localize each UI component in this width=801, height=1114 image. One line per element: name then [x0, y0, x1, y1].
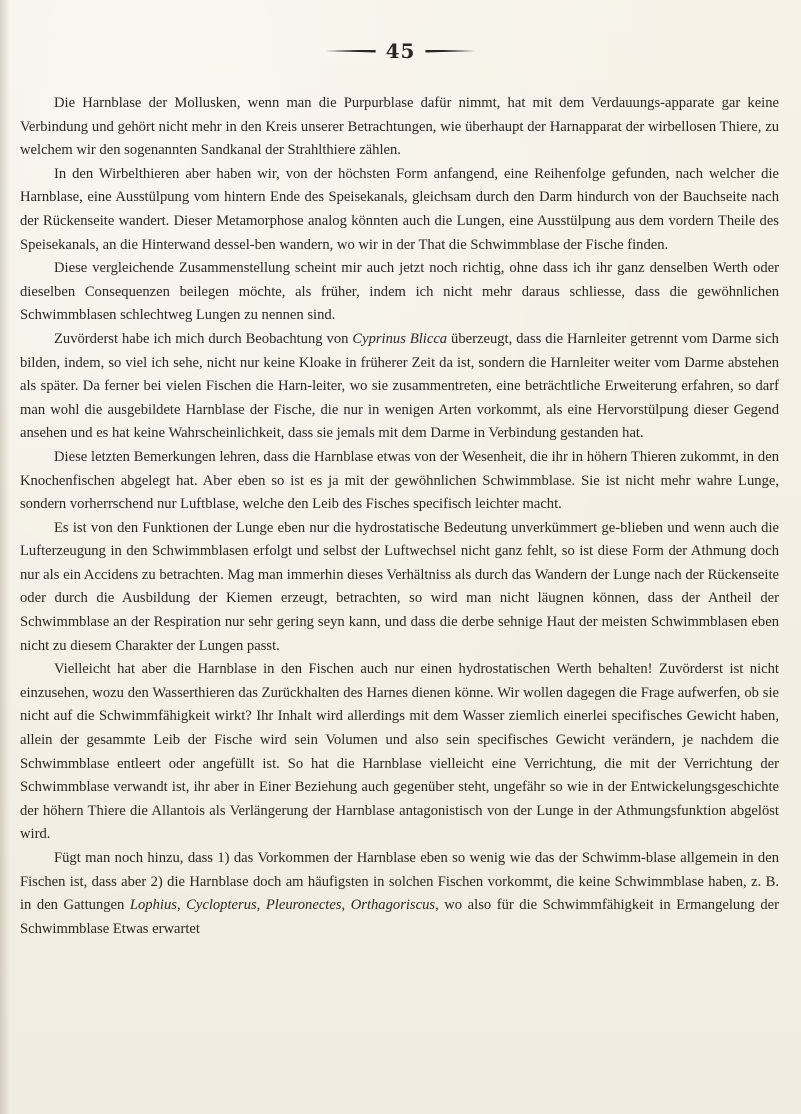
italic-term: Cyclopterus [186, 897, 257, 914]
paragraph [20, 847, 779, 941]
paragraph [20, 163, 779, 257]
page-edge-shadow [0, 0, 10, 1114]
italic-term: Pleuronectes [265, 897, 342, 914]
text-run: Diese letzten Bemerkungen lehren, dass die Harnblase etwas von der Wesenheit, die ihr in höhern Thieren zukommt, in den Knochenfischen abgelegt hat. Aber eben so ist es ja mit der gewöhnlichen Schwimmblase. Sie ist nicht mehr wahre Lunge, sondern vorherrschend nur Luftblase, welche den Leib des Fisches specifisch leichter macht. [20, 448, 779, 513]
text-run: Die Harnblase der Mollusken, wenn man die Purpurblase dafür nimmt, hat mit dem Verdauungs-apparate gar keine Verbindung und gehört nicht mehr in den Kreis unserer Betrachtungen, wie überhaupt der Harnapparat der wirbellosen Thiere, zu welchem wir den sogenannten Sandkanal der Strahlthiere zählen. [20, 95, 779, 159]
paragraph [20, 446, 779, 517]
text-run: Es ist von den Funktionen der Lunge eben nur die hydrostatische Bedeutung unverkümmert ge-blieben und wenn auch die Lufterzeugung in den Schwimmblasen erfolgt und selbst der Luftwechsel nicht ganz fehlt, so ist diese Form der Athmung doch nur als ein Accidens zu betrachten. Mag man immerhin dieses Verhältniss als durch das Wandern der Lunge nach der Rückenseite oder durch die Ausbildung der Kiemen erzeugt, betrachten, so wird man nicht läugnen können, dass der Antheil der Schwimmblase an der Respiration nur sehr gering seyn kann, und dass die derbe sehnige Haut der meisten Schwimmblasen eben nicht zu diesem Charakter der Lungen passt. [20, 519, 779, 654]
text-run: , [176, 897, 187, 914]
text-run: Zuvörderst habe ich mich durch Beobachtung von [54, 330, 353, 347]
text-run: , [256, 897, 266, 914]
italic-term: Cyprinus Blicca [352, 330, 448, 347]
page-number: 45 [385, 39, 416, 63]
text-run: Diese vergleichende Zusammenstellung scheint mir auch jetzt noch richtig, ohne dass ich ihr ganz denselben Werth oder dieselben Consequenzen beilegen möchte, als früher, indem ich nicht mehr daraus schliesse, dass die gewöhnlichen Schwimmblasen schlechtweg Lungen zu nennen sind. [20, 260, 779, 324]
paragraph [20, 658, 779, 847]
paragraph [20, 92, 779, 163]
text-run: überzeugt, dass die Harnleiter getrennt vom Darme sich bilden, indem, so viel ich sehe, nicht nur keine Kloake in früherer Zeit da ist, sondern die Harnleiter weiter vom Darme abstehen als später. Da ferner bei vielen Fischen die Harn-leiter, wo sie zusammentreten, eine beträchtliche Erweiterung erfahren, so darf man wohl die ausgebildete Harnblase der Fische, die nur in wenigen Arten vorkommt, als eine Hervorstülpung dieser Gegend ansehen und es hat keine Wahrscheinlichkeit, dass sie jemals mit dem Darme in Verbindung gestanden hat. [20, 330, 779, 442]
header-rule-left [326, 50, 376, 53]
page-header [0, 36, 801, 66]
body-text [20, 92, 779, 941]
paragraph [20, 517, 779, 659]
text-run: , [341, 897, 351, 914]
header-rule-right [425, 50, 475, 53]
text-run: , wo also für die Schwimmfähigkeit in Ermangelung der Schwimmblase Etwas erwartet [20, 897, 779, 937]
paragraph [20, 257, 779, 328]
paragraph [20, 328, 779, 446]
text-run: Vielleicht hat aber die Harnblase in den Fischen auch nur einen hydrostatischen Werth behalten! Zuvörderst ist nicht einzusehen, wozu den Wasserthieren das Zurückhalten des Harnes dienen könne. Wir wollen dagegen die Frage aufwerfen, ob sie nicht auf die Schwimmfähigkeit wirkt? Ihr Inhalt wird allerdings mit dem Wasser ziemlich einerlei specifisches Gewicht haben, allein der gesammte Leib der Fische wird sein Volumen und also sein specifisches Gewicht verändern, je nachdem die Schwimmblase entleert oder angefüllt ist. So hat die Harnblase vielleicht eine Verrichtung, die mit der Verrichtung der Schwimmblase verwandt ist, ihr aber in Einer Beziehung auch gegenüber steht, ungefähr so wie in der Entwickelungsgeschichte der höhern Thiere die Allantois als Verlängerung der Harnblase antagonistisch von der Lunge in der Athmungsfunktion abgelöst wird. [20, 661, 779, 843]
italic-term: Orthagoriscus [350, 897, 436, 914]
text-run: In den Wirbelthieren aber haben wir, von der höchsten Form anfangend, eine Reihenfolge gefunden, nach welcher die Harnblase, eine Ausstülpung vom hintern Ende des Speisekanals, gleichsam durch den Darm hindurch von der Bauchseite nach der Rückenseite wandert. Dieser Metamorphose analog könnten auch die Lungen, eine Ausstülpung aus dem vordern Theile des Speisekanals, an die Hinterwand dessel-ben wandern, wo wir in der That die Schwimmblase der Fische finden. [20, 165, 779, 253]
text-run: Fügt man noch hinzu, dass 1) das Vorkommen der Harnblase eben so wenig wie das der Schwimm-blase allgemein in den Fischen ist, dass aber 2) die Harnblase doch am häufigsten in solchen Fischen vorkommt, die keine Schwimmblase haben, z. B. in den Gattungen [20, 850, 779, 914]
italic-term: Lophius [129, 897, 177, 914]
